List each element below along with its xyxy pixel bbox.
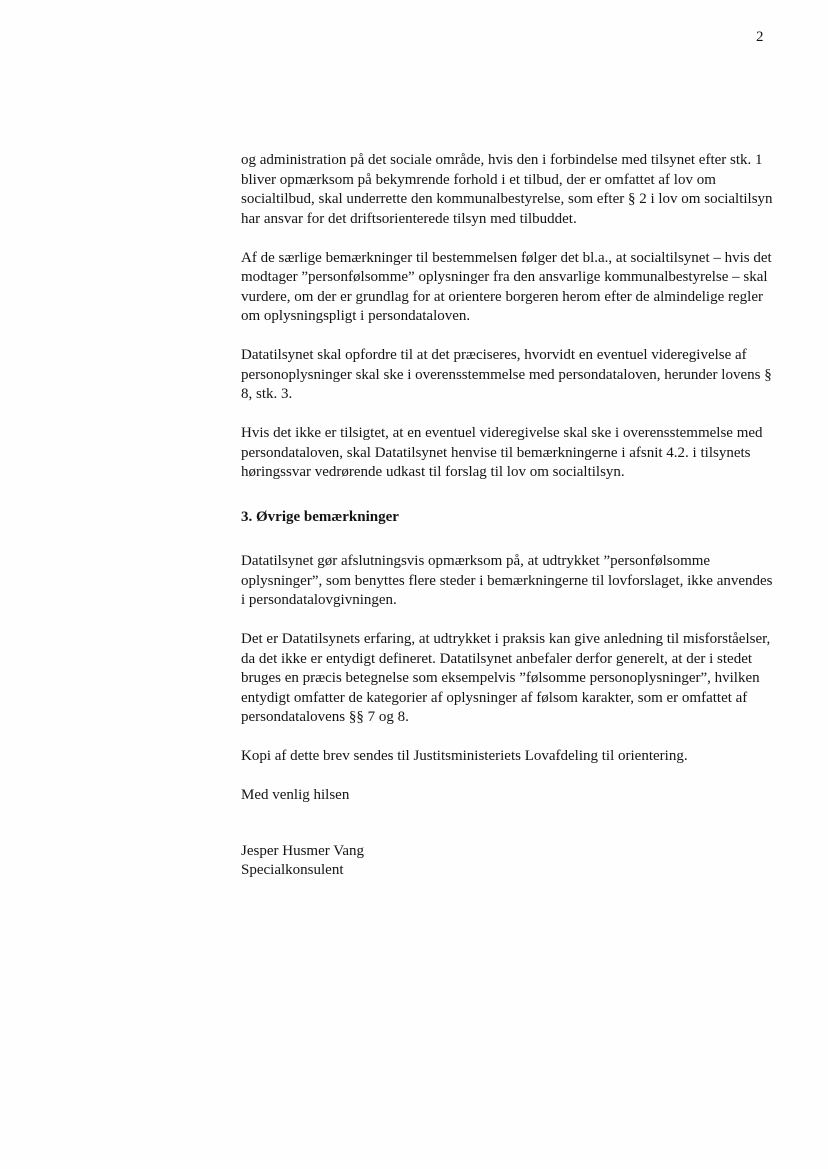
paragraph-continuation: og administration på det sociale område, hvis den i forbindelse med tilsynet efter stk. 1 bliver opmærksom på bekymrende forhold i et tilbud, der er omfattet af lov om socialtilbud, skal underrette den kommunalbestyrelse, som efter § 2 i lov om socialtilsyn har ansvar for det driftsorienterede tilsyn med tilbuddet. xyxy=(241,152,773,227)
paragraph: Det er Datatilsynets erfaring, at udtrykket i praksis kan give anledning til misforståelser, da det ikke er entydigt defineret. Datatilsynet anbefaler derfor generelt, at der i stedet bruges en præcis betegnelse som eksempelvis ”følsomme personoplysninger”, hvilken entydigt omfatter de kategorier af oplysninger af følsom karakter, som er omfattet af persondatalovens §§ 7 og 8. xyxy=(241,631,771,725)
paragraph: Af de særlige bemærkninger til bestemmelsen følger det bl.a., at socialtilsynet – hvis det modtager ”personfølsomme” oplysninger fra den ansvarlige kommunalbestyrelse – skal vurdere, om der er grundlag for at orientere borgeren herom efter de almindelige regler om oplysningspligt i persondataloven. xyxy=(241,249,772,324)
paragraph: Hvis det ikke er tilsigtet, at en eventuel videregivelse skal ske i overensstemmelse med persondataloven, skal Datatilsynet henvise til bemærkningerne i afsnit 4.2. i tilsynets høringssvar vedrørende udkast til forslag til lov om socialtilsyn. xyxy=(241,425,763,480)
paragraph: Datatilsynet gør afslutningsvis opmærksom på, at udtrykket ”personfølsomme oplysninger”, som benyttes flere steder i bemærkningerne til lovforslaget, ikke anvendes i persondatalovgivningen. xyxy=(241,553,773,608)
letter-body xyxy=(241,151,775,881)
closing-salutation: Med venlig hilsen xyxy=(241,787,350,803)
paragraph: Kopi af dette brev sendes til Justitsministeriets Lovafdeling til orientering. xyxy=(241,748,688,764)
signature-title: Specialkonsulent xyxy=(241,862,344,878)
signature-block xyxy=(241,842,775,881)
paragraph: Datatilsynet skal opfordre til at det præciseres, hvorvidt en eventuel videregivelse af personoplysninger skal ske i overensstemmelse med persondataloven, herunder lovens § 8, stk. 3. xyxy=(241,347,772,402)
page-number: 2 xyxy=(756,29,764,45)
section-heading: 3. Øvrige bemærkninger xyxy=(241,508,399,525)
signature-name: Jesper Husmer Vang xyxy=(241,842,365,859)
